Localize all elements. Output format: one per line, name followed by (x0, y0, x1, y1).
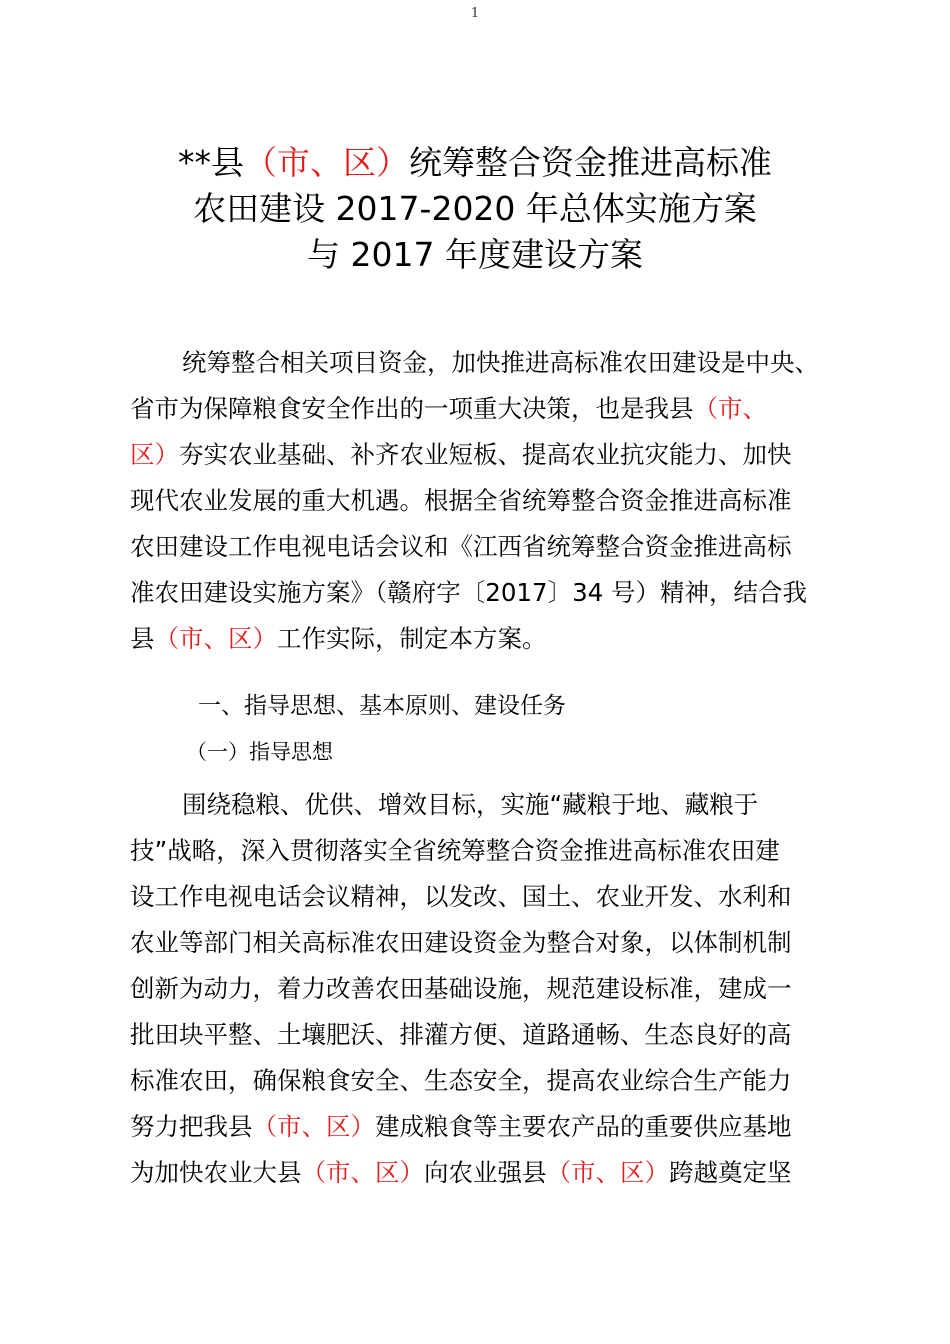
title-line-1 (0, 140, 950, 186)
intro-paragraph (130, 340, 836, 662)
paragraph-line: 批田块平整、土壤肥沃、排灌方便、道路通畅、生态良好的高 (130, 1020, 792, 1049)
red-text: （市、区） (301, 1158, 424, 1187)
red-text: （市、区） (252, 1112, 375, 1141)
title-line-3: 与 2017 年度建设方案 (307, 235, 643, 274)
paragraph-line: 统筹整合相关项目资金，加快推进高标准农田建设是中央、 (182, 348, 819, 377)
paragraph-line (130, 1104, 836, 1150)
text-segment: 跨越奠定坚 (669, 1158, 792, 1187)
section-heading: 一、指导思想、基本原则、建设任务 (198, 693, 566, 719)
text-segment: 省市为保障粮食安全作出的一项重大决策，也是我县 (130, 394, 694, 423)
paragraph-line (130, 432, 836, 478)
page-number: 1 (470, 6, 480, 21)
paragraph-line: 准农田建设实施方案》（赣府字〔2017〕34 号）精神，结合我 (130, 578, 808, 607)
text-segment: 县 (130, 624, 155, 653)
text-segment: 工作实际，制定本方案。 (277, 624, 547, 653)
red-text: （市、 (693, 394, 767, 423)
text-segment: 努力把我县 (130, 1112, 253, 1141)
red-text: （市、区） (154, 624, 277, 653)
paragraph-line: 农田建设工作电视电话会议和《江西省统筹整合资金推进高标 (130, 532, 792, 561)
paragraph-line (130, 386, 836, 432)
paragraph-line: 标准农田，确保粮食安全、生态安全，提高农业综合生产能力 (130, 1066, 792, 1095)
paragraph-line: 设工作电视电话会议精神，以发改、国土、农业开发、水利和 (130, 882, 792, 911)
text-segment: 建成粮食等主要农产品的重要供应基地 (375, 1112, 792, 1141)
paragraph-line (130, 616, 836, 662)
subsection-heading: （一）指导思想 (186, 740, 333, 764)
paragraph-line: 创新为动力，着力改善农田基础设施，规范建设标准，建成一 (130, 974, 792, 1003)
title-red-text: （市、区） (244, 143, 409, 182)
document-title (0, 140, 950, 278)
red-text: （市、区） (546, 1158, 669, 1187)
title-suffix: 统筹整合资金推进高标准 (409, 143, 772, 182)
text-segment: 为加快农业大县 (130, 1158, 302, 1187)
text-segment: 向农业强县 (424, 1158, 547, 1187)
paragraph-line: 技”战略，深入贯彻落实全省统筹整合资金推进高标准农田建 (130, 836, 780, 865)
title-line-2: 农田建设 2017-2020 年总体实施方案 (193, 189, 757, 228)
paragraph-line: 农业等部门相关高标准农田建设资金为整合对象，以体制机制 (130, 928, 792, 957)
paragraph-line: 围绕稳粮、优供、增效目标，实施“藏粮于地、藏粮于 (182, 790, 759, 819)
title-prefix: **县 (178, 143, 244, 182)
paragraph-line (130, 1150, 836, 1196)
guiding-ideology-paragraph (130, 782, 836, 1196)
paragraph-line: 现代农业发展的重大机遇。根据全省统筹整合资金推进高标准 (130, 486, 792, 515)
text-segment: 夯实农业基础、补齐农业短板、提高农业抗灾能力、加快 (179, 440, 792, 469)
red-text: 区） (130, 440, 179, 469)
